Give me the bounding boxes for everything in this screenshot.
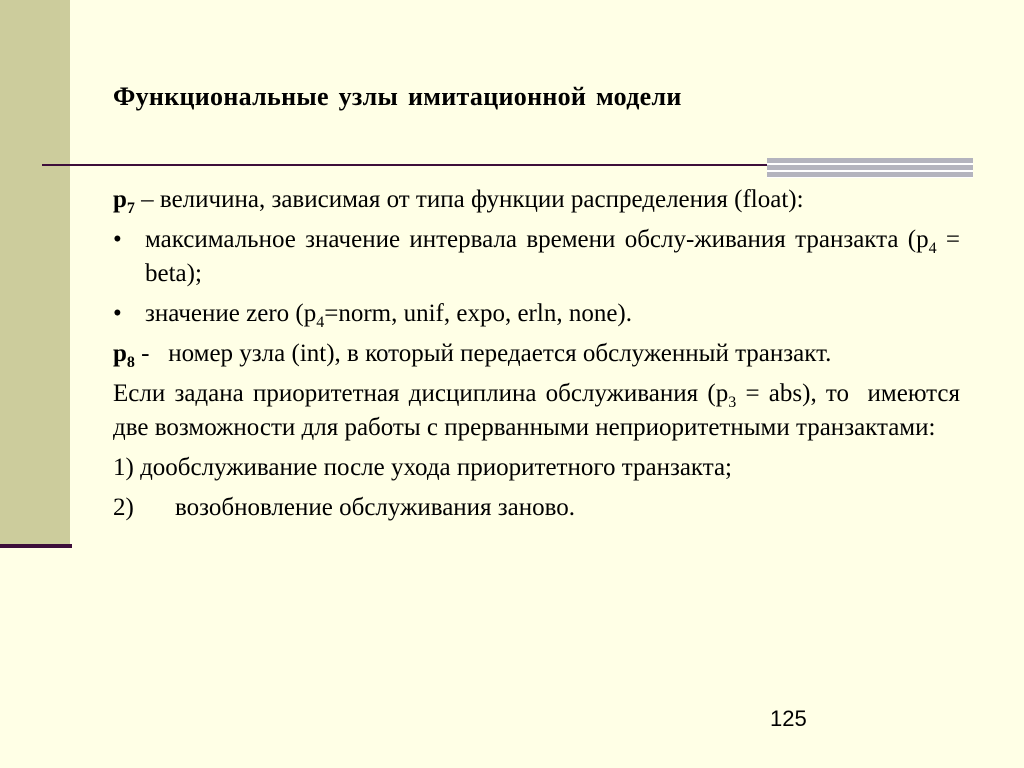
list-item-2-text: возобновление обслуживания заново. bbox=[175, 494, 576, 521]
list-item-2 bbox=[113, 491, 960, 525]
left-band-rule bbox=[0, 544, 72, 548]
priority-paragraph: Если задана приоритетная дисциплина обслуживания $(p_3 = abs)$, то имеются две возможности для работы с прерванными неприоритетными транзактами: bbox=[113, 380, 967, 441]
p7-symbol: $p_7$ bbox=[113, 186, 135, 217]
decorative-gray-bar bbox=[767, 158, 973, 178]
page-number: 125 bbox=[770, 706, 807, 731]
bullet-icon: • bbox=[113, 226, 122, 253]
bullet-icon: • bbox=[113, 300, 122, 327]
bullet-item-max-interval: • максимальное значение интервала времени обслу-живания транзакта ($p_4$ = beta); bbox=[113, 223, 960, 291]
slide-body bbox=[113, 183, 967, 531]
slide-title: Функциональные узлы имитационной модели bbox=[113, 82, 682, 111]
list-item-2-number: 2) bbox=[113, 494, 134, 521]
p8-symbol: $p_8$ bbox=[113, 340, 135, 371]
list-item-1: 1) дообслуживание после ухода приоритетного транзакта; bbox=[113, 454, 733, 481]
p8-paragraph: $p_8$ - номер узла (int), в который передается обслуженный транзакт. bbox=[113, 340, 832, 371]
left-decorative-band bbox=[0, 0, 70, 545]
bullet-item-zero: • значение zero ($p_4=norm$, unif, expo, erln, none). bbox=[113, 297, 960, 331]
p7-paragraph: $p_7$ – величина, зависимая от типа функции распределения (float): bbox=[113, 186, 804, 217]
